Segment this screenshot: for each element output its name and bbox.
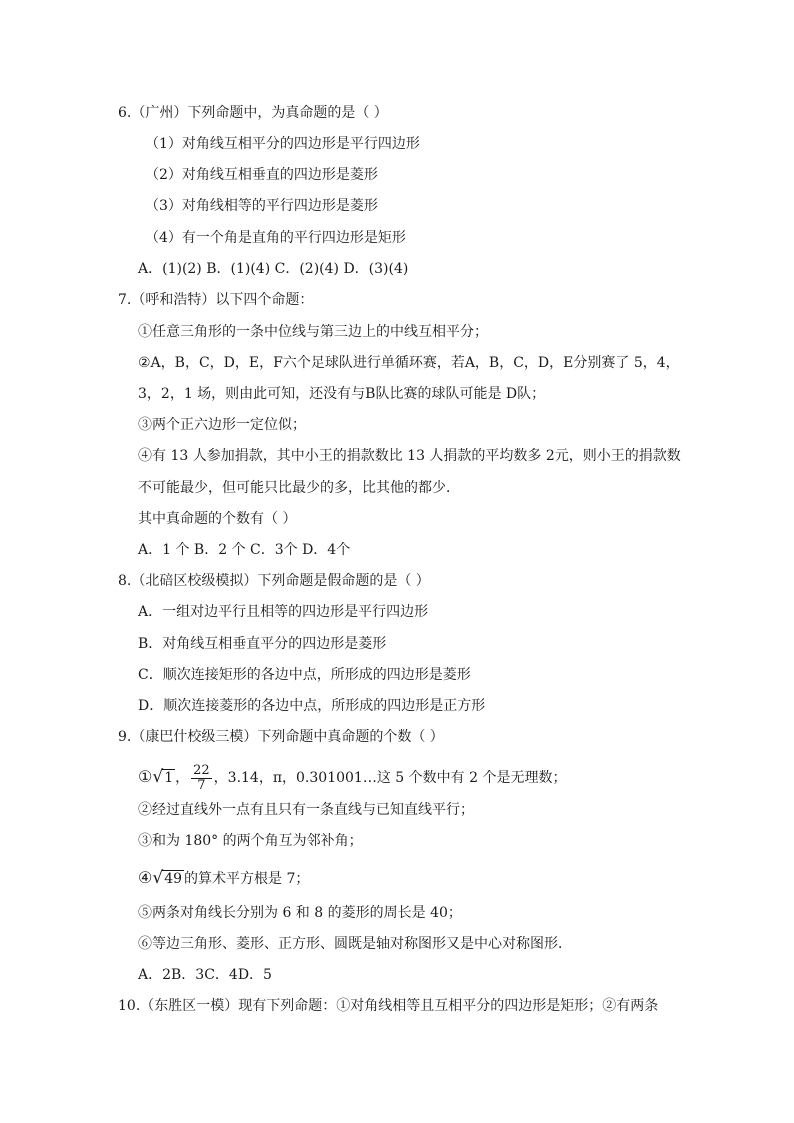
fraction-numerator: 22 — [193, 762, 210, 778]
q9-item-1-sep: ， — [175, 770, 190, 786]
q6-options: A．(1)(2) B．(1)(4) C．(2)(4) D．(3)(4) — [138, 261, 409, 277]
q9-options: A．2B．3C．4D．5 — [138, 967, 272, 983]
q7-item-4-line-1: ④有 13 人参加捐款，其中小王的捐款数比 13 人捐款的平均数多 2元，则小王的捐款数 — [138, 448, 681, 464]
q6-item-2: （2）对角线互相垂直的四边形是菱形 — [145, 167, 378, 183]
q7-question: 其中真命题的个数有（ ） — [138, 511, 297, 527]
q9-item-2: ②经过直线外一点有且只有一条直线与已知直线平行； — [138, 802, 474, 818]
q8-option-d: D．顺次连接菱形的各边中点，所形成的四边形是正方形 — [138, 698, 486, 714]
q8-option-b: B．对角线互相垂直平分的四边形是菱形 — [138, 636, 387, 652]
q9-item-4 — [138, 866, 309, 891]
q8-option-a: A．一组对边平行且相等的四边形是平行四边形 — [138, 604, 429, 620]
q7-item-4-line-2: 不可能最少，但可能只比最少的多，比其他的都少． — [138, 480, 460, 496]
q8-option-c: C．顺次连接矩形的各边中点，所形成的四边形是菱形 — [138, 667, 471, 683]
q6-stem: 6.（广州）下列命题中，为真命题的是（ ） — [118, 105, 388, 121]
q6-item-1: （1）对角线互相平分的四边形是平行四边形 — [145, 136, 420, 152]
q9-item-1 — [138, 762, 566, 794]
q6-item-4: （4）有一个角是直角的平行四边形是矩形 — [145, 230, 406, 246]
q7-item-3: ③两个正六边形一定位似； — [138, 417, 306, 433]
q7-options: A．1 个 B．2 个 C．3个 D．4个 — [138, 542, 351, 558]
q7-stem: 7.（呼和浩特）以下四个命题： — [118, 292, 314, 308]
sqrt-49-radicand: 49 — [164, 871, 183, 887]
q9-item-4-mark: ④ — [138, 868, 153, 887]
q9-item-3: ③和为 180° 的两个角互为邻补角； — [138, 833, 363, 849]
q8-stem: 8.（北碚区校级模拟）下列命题是假命题的是（ ） — [118, 573, 430, 589]
q10-stem: 10.（东胜区一模）现有下列命题：①对角线相等且互相平分的四边形是矩形；②有两条 — [118, 998, 659, 1014]
sqrt-1 — [152, 762, 175, 793]
radical-icon: √ — [152, 868, 164, 888]
sqrt-1-radicand: 1 — [164, 770, 174, 786]
q9-item-1-mark: ① — [138, 767, 153, 786]
q9-item-5: ⑤两条对角线长分别为 6 和 8 的菱形的周长是 40； — [138, 905, 462, 921]
fraction-22-over-7 — [191, 764, 212, 793]
q6-item-3: （3）对角线相等的平行四边形是菱形 — [145, 198, 378, 214]
q9-item-1-rest: ，3.14，π，0.301001…这 5 个数中有 2 个是无理数； — [213, 770, 567, 786]
q9-stem: 9.（康巴什校级三模）下列命题中真命题的个数（ ） — [118, 729, 444, 745]
q7-item-2-line-2: 3，2，1 场，则由此可知，还没有与B队比赛的球队可能是 D队； — [138, 386, 546, 402]
q9-item-6: ⑥等边三角形、菱形、正方形、圆既是轴对称图形又是中心对称图形． — [138, 936, 572, 952]
q7-item-1: ①任意三角形的一条中位线与第三边上的中线互相平分； — [138, 324, 488, 340]
q9-item-4-rest: 的算术平方根是 7； — [184, 871, 310, 887]
sqrt-49 — [152, 866, 184, 891]
fraction-denominator: 7 — [197, 777, 206, 793]
q7-item-2-line-1: ②A，B，C，D，E，F六个足球队进行单循环赛，若A，B，C，D，E分别赛了 5，4， — [138, 355, 680, 371]
radical-icon: √ — [152, 767, 164, 787]
